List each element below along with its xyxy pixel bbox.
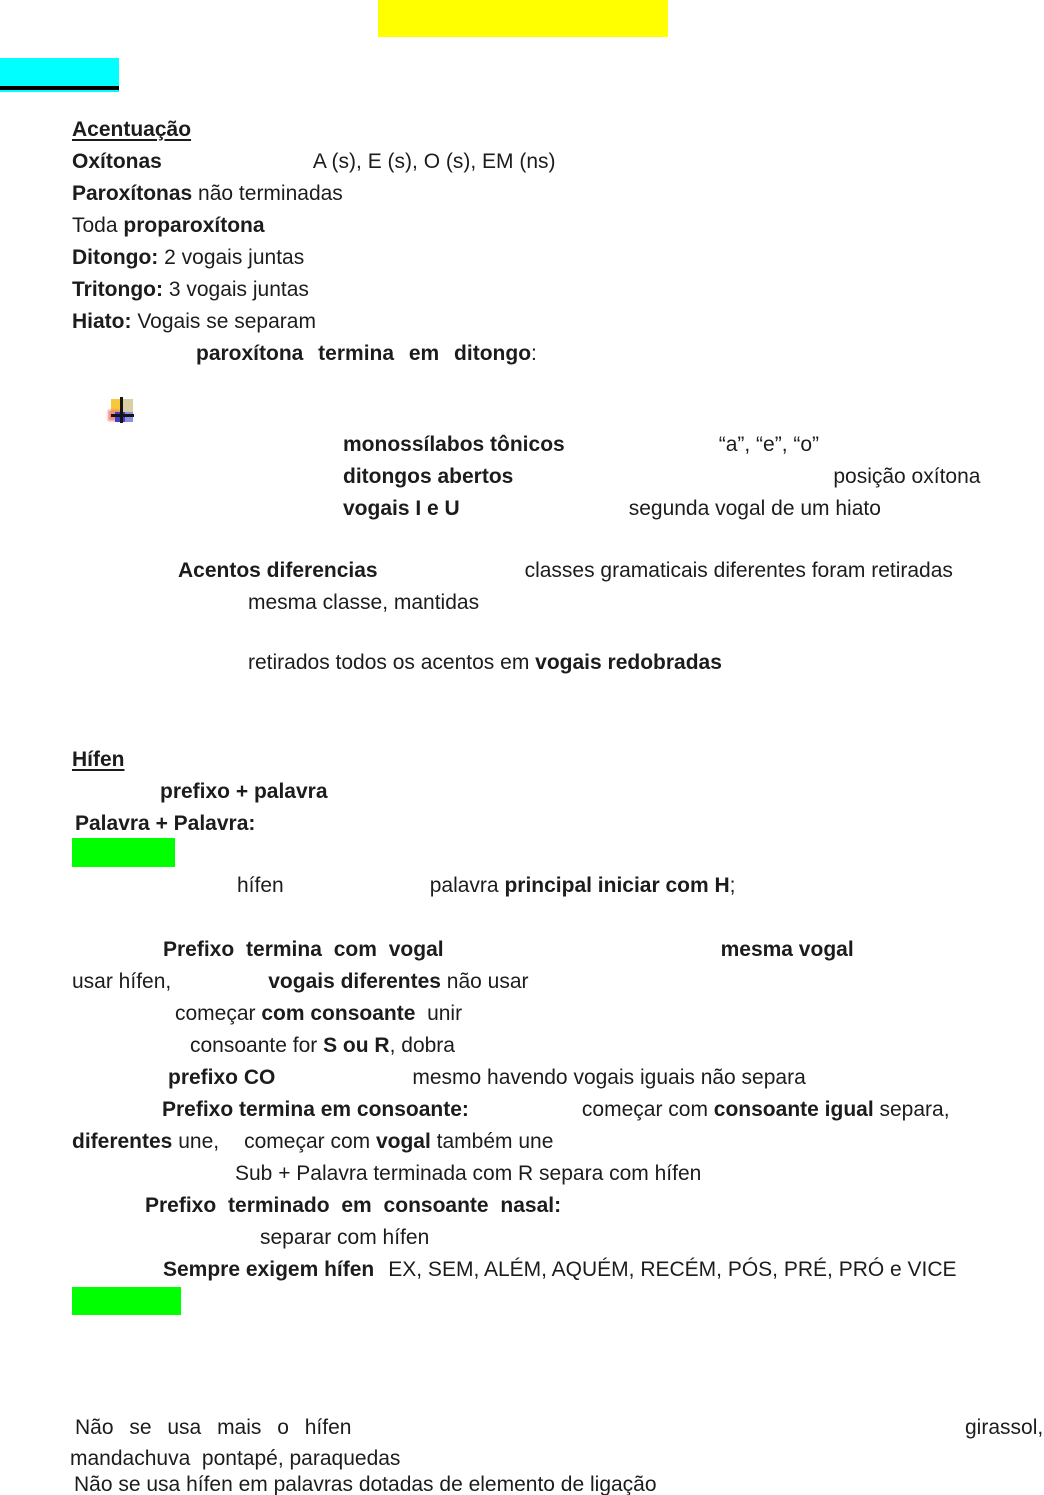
principal-prefix: palavra xyxy=(429,874,505,897)
line-prefixo-vogal xyxy=(163,937,854,962)
line-sub-palavra xyxy=(235,1161,701,1186)
line-tritongo xyxy=(72,277,309,302)
line-nao-usa-mais xyxy=(75,1415,351,1440)
line-prefixo-consoante xyxy=(162,1097,950,1122)
separar-hifen-text: separar com hífen xyxy=(260,1226,430,1249)
line-mandachuva xyxy=(70,1446,400,1471)
prefixo-consoante-text: Prefixo termina em consoante: xyxy=(162,1098,469,1121)
gap-spacer xyxy=(469,1115,582,1116)
separa-text: separa, xyxy=(873,1098,950,1121)
line-monossilabos xyxy=(343,432,819,457)
nao-usar-text: não usar xyxy=(440,970,529,993)
vogais-diferentes-text: vogais diferentes xyxy=(268,970,441,993)
tritongo-rest: 3 vogais juntas xyxy=(162,278,309,301)
clipart-tan-square xyxy=(122,399,133,412)
palavra-palavra-text: Palavra + Palavra: xyxy=(75,812,256,835)
dobra-text: , dobra xyxy=(389,1034,455,1057)
gap-spacer xyxy=(162,167,313,168)
line-hiato xyxy=(72,309,316,334)
green-highlight-block-1 xyxy=(72,838,175,867)
gap-spacer xyxy=(171,987,268,988)
sempre-lista-text: EX, SEM, ALÉM, AQUÉM, RECÉM, PÓS, PRÉ, PRÓ e VICE xyxy=(388,1258,957,1281)
line-usar-hifen xyxy=(72,969,529,994)
oxitonas-value: A (s), E (s), O (s), EM (ns) xyxy=(312,150,556,173)
comecar-com-2-text: começar com xyxy=(244,1130,376,1153)
ditongo-label: Ditongo: xyxy=(72,246,159,269)
prefixo-palavra-text: prefixo + palavra xyxy=(160,780,328,803)
co-regra-text: mesmo havendo vogais iguais não separa xyxy=(412,1066,806,1089)
ligacao-text: Não se usa hífen em palavras dotadas de elemento de ligação xyxy=(74,1473,657,1495)
principal-suffix: ; xyxy=(729,874,736,897)
usar-hifen-text: usar hífen, xyxy=(72,970,172,993)
comecar-text: começar xyxy=(175,1002,262,1025)
diferentes-text: diferentes xyxy=(72,1130,173,1153)
green-highlight-block-2 xyxy=(72,1287,181,1315)
redobradas-bold: vogais redobradas xyxy=(535,651,722,674)
line-oxitonas xyxy=(72,149,556,174)
colored-clipart-marker-icon xyxy=(108,397,135,423)
line-comecar-consoante xyxy=(175,1001,462,1026)
line-separar-hifen xyxy=(260,1225,429,1250)
line-diferentes-une xyxy=(72,1129,553,1154)
comecar-com-text: começar com xyxy=(581,1098,714,1121)
gap-spacer xyxy=(460,514,629,515)
prefixo-co-text: prefixo CO xyxy=(168,1066,276,1089)
line-consoante-nasal xyxy=(145,1193,561,1218)
mesma-vogal-text: mesma vogal xyxy=(720,938,854,961)
gap-spacer xyxy=(565,450,719,451)
consoante-igual-text: consoante igual xyxy=(713,1098,874,1121)
une-text: une, xyxy=(172,1130,220,1153)
diferenciais-label: Acentos diferencias xyxy=(178,559,378,582)
line-paroxitona-ditongo xyxy=(196,341,537,366)
tritongo-label: Tritongo: xyxy=(72,278,163,301)
vogais-i-u-label: vogais I e U xyxy=(343,497,460,520)
line-vogais-i-u xyxy=(343,496,881,521)
heading-acentuacao xyxy=(72,117,191,142)
principal-bold: principal iniciar com H xyxy=(504,874,730,897)
gap-spacer xyxy=(284,891,430,892)
oxitonas-label: Oxítonas xyxy=(72,150,162,173)
sub-regra-text: Sub + Palavra terminada com R separa com hífen xyxy=(235,1162,702,1185)
redobradas-prefix: retirados todos os acentos em xyxy=(248,651,536,674)
line-ditongo xyxy=(72,245,304,270)
girassol-text: girassol, xyxy=(965,1416,1044,1439)
heading-hifen-text: Hífen xyxy=(72,748,125,771)
line-elemento-ligacao xyxy=(74,1472,657,1495)
com-consoante-text: com consoante xyxy=(261,1002,416,1025)
line-palavra-palavra xyxy=(75,811,255,836)
toda-text: Toda xyxy=(72,214,124,237)
line-sempre-exigem xyxy=(163,1257,957,1282)
gap-spacer xyxy=(378,576,525,577)
hiato-label: Hiato: xyxy=(72,310,132,333)
line-ditongos-abertos xyxy=(343,464,980,489)
paroxitonas-rest: não terminadas xyxy=(192,182,343,205)
hifen-word: hífen xyxy=(237,874,284,897)
vogais-i-u-value: segunda vogal de um hiato xyxy=(628,497,881,520)
heading-hifen xyxy=(72,747,125,772)
proparoxitona-text: proparoxítona xyxy=(123,214,265,237)
line-proparoxitona xyxy=(72,213,265,238)
line-consoante-s-r xyxy=(190,1033,455,1058)
gap-spacer xyxy=(513,482,833,483)
heading-acentuacao-text: Acentuação xyxy=(72,118,192,141)
gap-spacer xyxy=(374,1275,388,1276)
ditongos-abertos-label: ditongos abertos xyxy=(343,465,514,488)
hiato-rest: Vogais se separam xyxy=(131,310,316,333)
line-vogais-redobradas xyxy=(248,650,722,675)
unir-text: unir xyxy=(415,1002,463,1025)
clipart-horizontal-line xyxy=(111,414,134,417)
tambem-une-text: também une xyxy=(430,1130,554,1153)
line-prefixo-co xyxy=(168,1065,806,1090)
nao-usa-mais-text: Não se usa mais o hífen xyxy=(75,1416,352,1439)
prefixo-vogal-text: Prefixo termina com vogal xyxy=(163,938,444,961)
gap-spacer xyxy=(219,1147,244,1148)
line-hifen-principal xyxy=(237,873,736,898)
nasal-text: Prefixo terminado em consoante nasal: xyxy=(145,1194,562,1217)
line-acentos-diferenciais xyxy=(178,558,953,583)
mesma-classe-text: mesma classe, mantidas xyxy=(248,591,480,614)
paroxitona-ditongo-text: paroxítona termina em ditongo xyxy=(196,342,532,365)
diferenciais-value: classes gramaticais diferentes foram retiradas xyxy=(524,559,953,582)
paroxitona-ditongo-colon: : xyxy=(531,342,537,365)
paroxitonas-label: Paroxítonas xyxy=(72,182,193,205)
line-paroxitonas xyxy=(72,181,343,206)
cyan-highlight-block xyxy=(0,58,119,92)
line-mesma-classe xyxy=(248,590,479,615)
gap-spacer xyxy=(275,1083,412,1084)
mandachuva-text: mandachuva pontapé, paraquedas xyxy=(70,1447,401,1470)
yellow-highlight-block xyxy=(378,0,668,37)
monossilabos-label: monossílabos tônicos xyxy=(343,433,565,456)
clipart-vertical-line xyxy=(120,397,123,423)
cyan-underline-bar xyxy=(0,86,119,90)
consoante-for-text: consoante for xyxy=(190,1034,324,1057)
s-ou-r-text: S ou R xyxy=(323,1034,390,1057)
vogal-text: vogal xyxy=(375,1130,431,1153)
ditongo-rest: 2 vogais juntas xyxy=(158,246,305,269)
monossilabos-value: “a”, “e”, “o” xyxy=(718,433,820,456)
gap-spacer xyxy=(444,955,721,956)
line-girassol xyxy=(965,1415,1043,1440)
ditongos-abertos-value: posição oxítona xyxy=(833,465,981,488)
sempre-exigem-text: Sempre exigem hífen xyxy=(163,1258,375,1281)
line-prefixo-palavra xyxy=(160,779,328,804)
